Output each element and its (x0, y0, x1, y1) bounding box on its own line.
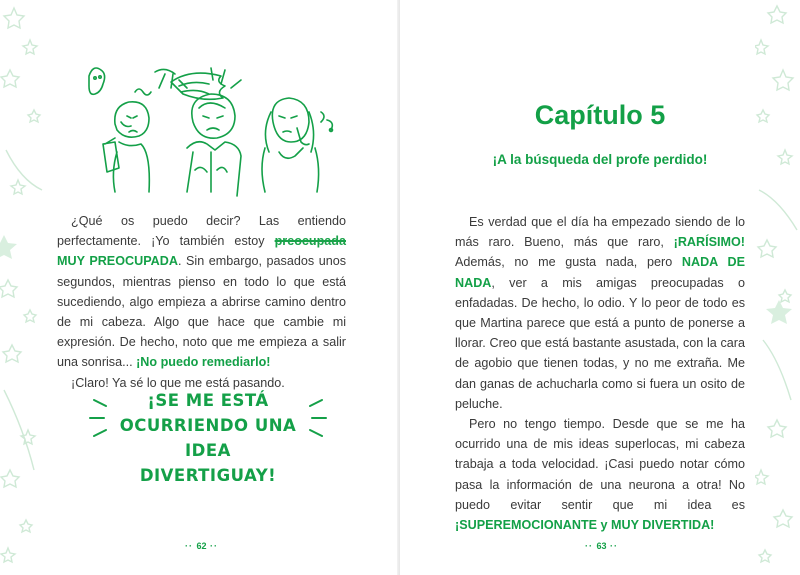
paragraph (57, 211, 346, 373)
highlight-text: ¡No puedo remediarlo! (136, 355, 271, 370)
shout-line: IDEA DIVERTIGUAY! (139, 441, 277, 485)
page-number-text: 62 (196, 541, 207, 551)
worried-girls-illustration (75, 52, 343, 202)
highlight-text: ¡SUPEREMOCIONANTE y MUY DIVERTIDA! (455, 518, 715, 533)
left-body-text (57, 211, 346, 393)
text-run: . Sin embargo, pasados unos segundos, mientras pienso en todo lo que está sucediendo, algo empieza a abrirse camino dentro de mi cabeza. Algo que hace que cambie mi expresión. De hecho, noto que me empieza a salir una sonrisa... (57, 254, 347, 370)
shout-line: ¡SE ME ESTÁ (147, 391, 269, 410)
shout-text (114, 388, 302, 488)
chapter-subtitle: ¡A la búsqueda del profe perdido! (492, 152, 708, 167)
text-run: ¿Qué os puedo decir? Las entiendo perfectamente. ¡Yo también estoy (57, 214, 346, 249)
paragraph (455, 212, 745, 414)
shout-line: OCURRIENDO UNA (119, 416, 297, 435)
chapter-title: Capítulo 5 (534, 100, 666, 130)
page-number-left: ·· 62 ·· (185, 541, 219, 551)
highlight-text: MUY PREOCUPADA (57, 254, 178, 269)
page-number-text: 63 (596, 541, 607, 551)
star-doodles-left-icon (0, 0, 48, 575)
text-run: , ver a mis amigas preocupadas o enfadadas. De hecho, lo odio. Y lo peor de todo es que Martina parece que está a punto de ponerse a llorar. Creo que está bastante asustada, con la cara de agobio que tienen todas, y no me extraña. Me dan ganas de achucharla como si fuera un osito de peluche. (455, 275, 745, 411)
paragraph: ¡Claro! Ya sé lo que me está pasando. (71, 375, 285, 390)
text-run: Pero no tengo tiempo. Desde que se me ha ocurrido una de mis ideas superlocas, mi cabeza trabaja a toda velocidad. ¡Casi puedo notar cómo pasa la información de una neurona a otra! No puedo evitar sentir que mi idea es (455, 417, 745, 512)
star-doodles-right-icon (755, 0, 800, 575)
paragraph (455, 414, 745, 535)
right-body-text (455, 212, 745, 535)
highlight-text: NADA DE NADA (455, 255, 745, 290)
text-run: Es verdad que el día ha empezado siendo de lo más raro. Bueno, más que raro, (455, 215, 745, 250)
text-run: Además, no me gusta nada, pero (455, 255, 682, 270)
highlight-text: ¡RARÍSIMO! (673, 235, 745, 250)
shout-callout (88, 386, 328, 485)
struck-word: preocupada (274, 234, 346, 249)
page-number-right: ·· 63 ·· (585, 541, 619, 551)
